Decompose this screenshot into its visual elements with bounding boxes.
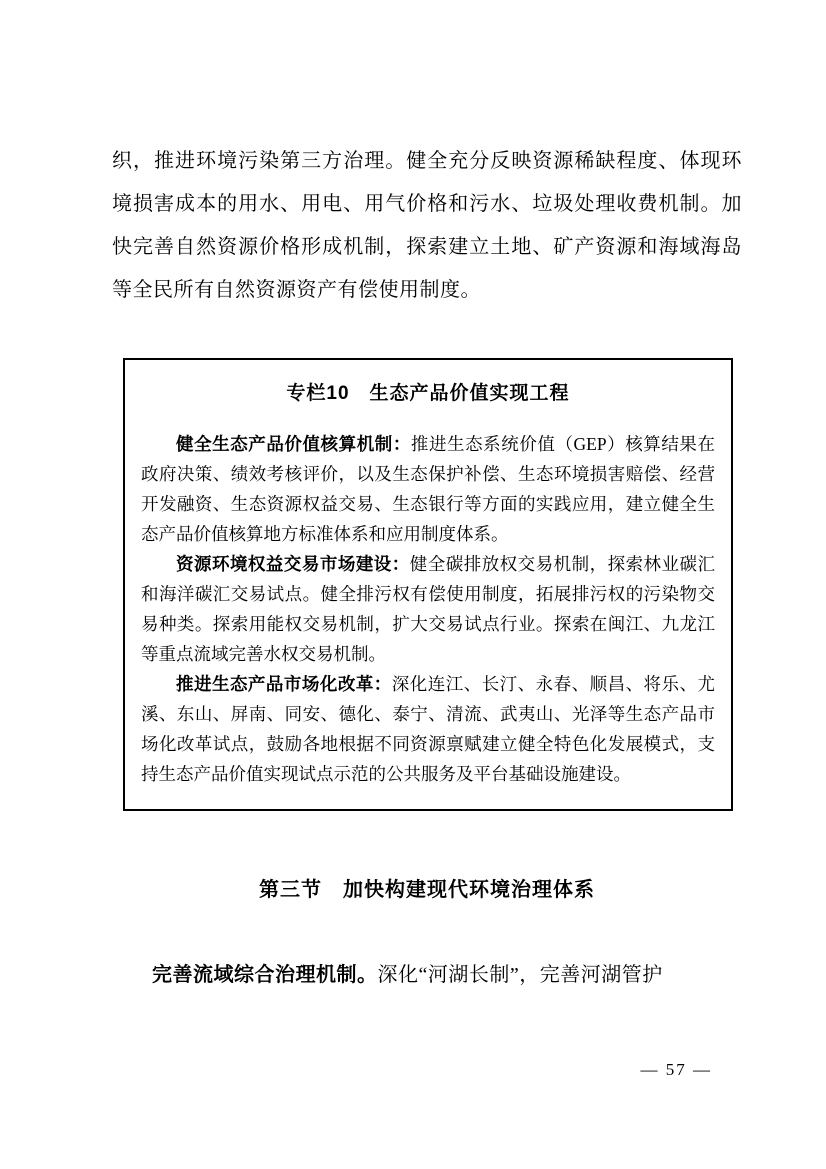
box-item xyxy=(141,549,715,669)
box-item-label: 健全生态产品价值核算机制： xyxy=(176,434,411,454)
box-item xyxy=(141,429,715,549)
box-item xyxy=(141,669,715,789)
box-item-text: 深化连江、长汀、永春、顺昌、将乐、尤溪、东山、屏南、同安、德化、泰宁、清流、武夷山、光泽等生态产品市场化改革试点，鼓励各地根据不同资源禀赋建立健全特色化发展模式，支持生态产品价值实现试点示范的公共服务及平台基础设施建设。 xyxy=(141,674,716,784)
feature-box-title: 专栏10 生态产品价值实现工程 xyxy=(286,383,570,404)
closing-paragraph-lead: 完善流域综合治理机制。 xyxy=(152,964,378,986)
page-number: — 57 — xyxy=(640,1060,712,1079)
body-paragraph: 织，推进环境污染第三方治理。健全充分反映资源稀缺程度、体现环境损害成本的用水、用电、用气价格和污水、垃圾处理收费机制。加快完善自然资源价格形成机制，探索建立土地、矿产资源和海域海岛等全民所有自然资源资产有偿使用制度。 xyxy=(112,150,742,301)
box-item-label: 资源环境权益交易市场建设： xyxy=(176,554,410,574)
closing-paragraph-text: 深化“河湖长制”，完善河湖管护 xyxy=(377,964,663,986)
feature-box xyxy=(123,358,733,811)
page-content xyxy=(112,140,742,997)
box-item-label: 推进生态产品市场化改革： xyxy=(176,674,392,694)
closing-paragraph xyxy=(112,954,742,997)
section-heading: 第三节 加快构建现代环境治理体系 xyxy=(259,879,595,901)
box-item-text: 健全碳排放权交易机制，探索林业碳汇和海洋碳汇交易试点。健全排污权有偿使用制度，拓展排污权的污染物交易种类。探索用能权交易机制，扩大交易试点行业。探索在闽江、九龙江等重点流域完善水权交易机制。 xyxy=(141,554,716,664)
box-item-text: 推进生态系统价值（GEP）核算结果在政府决策、绩效考核评价，以及生态保护补偿、生态环境损害赔偿、经营开发融资、生态资源权益交易、生态银行等方面的实践应用，建立健全生态产品价值核算地方标准体系和应用制度体系。 xyxy=(141,434,716,544)
